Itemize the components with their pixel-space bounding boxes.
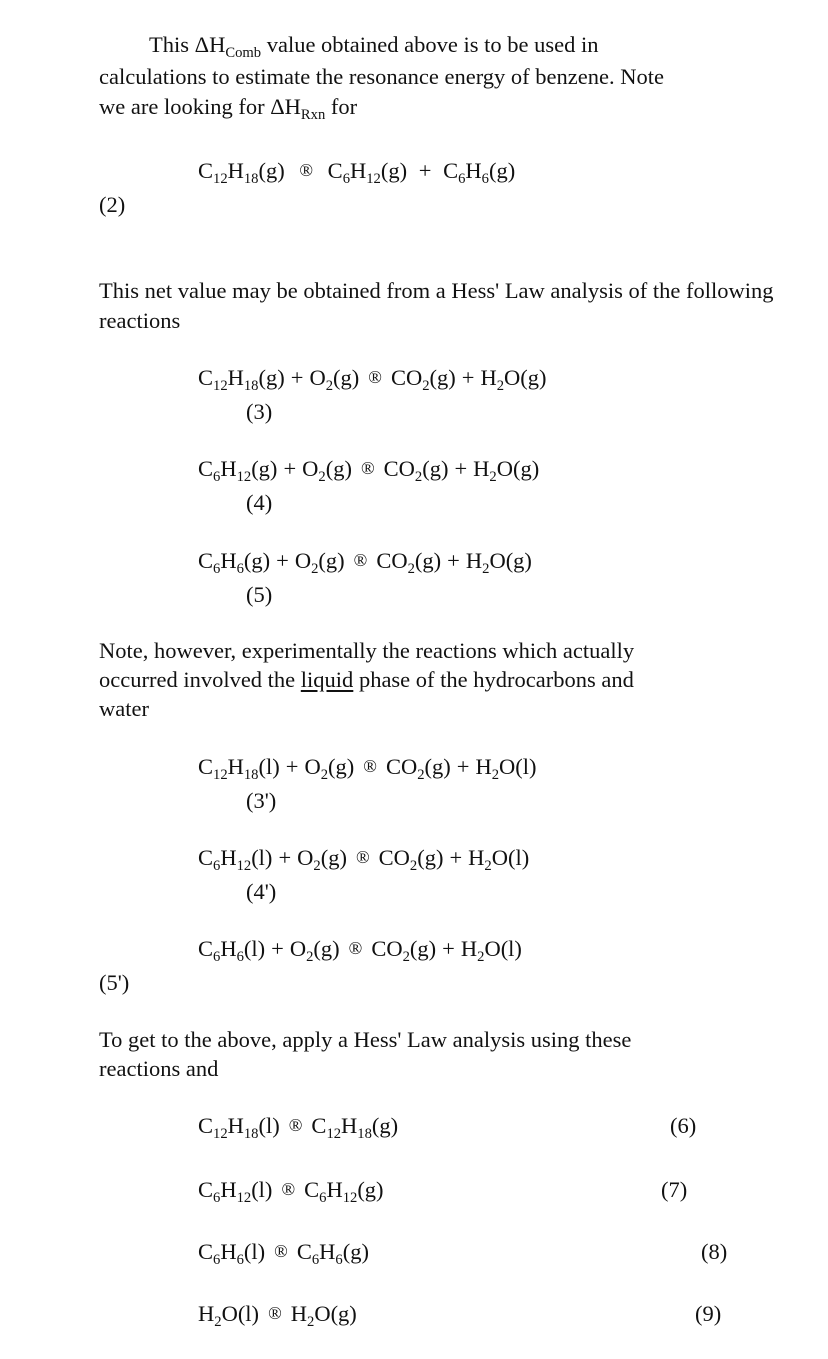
hess-line-1: To get to the above, apply a Hess' Law analysis using these [99, 1027, 632, 1052]
reaction-arrow: ® [355, 847, 370, 867]
plus-sign: + [456, 754, 470, 779]
equation-2: $C_{12}H_{18}(g)$ ® $C_6H_{12}(g) + C_6H_6(g)$ [198, 158, 516, 188]
phase-change-7: $C_6H_{12}(l)$ ® $C_6H_{12}(g)$ [198, 1177, 384, 1207]
reaction-3-prime-label: (3') [246, 788, 277, 813]
reaction-3-label: (3) [246, 399, 273, 424]
reaction-arrow: ® [299, 160, 314, 180]
reaction-arrow: ® [353, 550, 368, 570]
liquid-underlined: liquid [300, 667, 354, 692]
phase-change-6: $C_{12}H_{18}(l)$ ® $C_{12}H_{18}(g)$ [198, 1113, 399, 1143]
reaction-arrow: ® [274, 1241, 288, 1261]
paragraph-hess-law: This net value may be obtained from a Hess' Law analysis of the following reactions [99, 278, 774, 333]
phase-change-9: $H_2O(l)$ ® $H_2O(g)$ [198, 1301, 357, 1331]
phase-change-8: $C_6H_6(l)$ ® $C_6H_6(g)$ [198, 1239, 369, 1269]
phase-change-9-label: (9) [695, 1301, 722, 1326]
reaction-arrow: ® [368, 367, 382, 387]
reaction-arrow: ® [363, 756, 377, 776]
note-line-1: Note, however, experimentally the reactions which actually [99, 638, 635, 663]
intro-line-2: calculations to estimate the resonance energy of benzene. Note [99, 64, 664, 89]
reaction-4-prime-label: (4') [246, 879, 277, 904]
intro-line-3: we are looking for $\Delta H_{Rxn}$ for [99, 94, 358, 124]
reaction-3: $C_{12}H_{18}(g) + O_2(g)$ ® $CO_2(g) + H_2O(g)$ [198, 365, 547, 395]
reaction-arrow: ® [268, 1303, 282, 1323]
note-line-2: occurred involved the liquid phase of the hydrocarbons and [99, 667, 634, 692]
hess-line-2: reactions and [99, 1056, 219, 1081]
plus-sign: + [271, 936, 284, 961]
phase-change-8-label: (8) [701, 1239, 728, 1264]
plus-sign: + [461, 365, 475, 390]
plus-sign: + [285, 754, 299, 779]
plus-sign: + [283, 456, 297, 481]
reaction-5-prime: $C_6H_6(l) + O_2(g)$ ® $CO_2(g) + H_2O(l)$ [198, 936, 522, 966]
plus-sign: + [276, 548, 289, 573]
plus-sign: + [447, 548, 460, 573]
reaction-4: $C_6H_{12}(g) + O_2(g)$ ® $CO_2(g) + H_2O(g)$ [198, 456, 540, 486]
reaction-3-prime: $C_{12}H_{18}(l) + O_2(g)$ ® $CO_2(g) + H_2O(l)$ [198, 754, 537, 784]
reaction-5-prime-label: (5') [99, 970, 130, 995]
note-line-3: water [99, 696, 149, 721]
plus-sign: + [449, 845, 463, 870]
reaction-5-label: (5) [246, 582, 273, 607]
plus-sign: + [442, 936, 455, 961]
reaction-4-prime: $C_6H_{12}(l) + O_2(g)$ ® $CO_2(g) + H_2O(l)$ [198, 845, 530, 875]
reaction-arrow: ® [281, 1179, 296, 1199]
equation-2-label: (2) [99, 192, 126, 217]
reaction-arrow: ® [360, 458, 375, 478]
intro-line-1: This $\Delta H_{Comb}$ value obtained above is to be used in [149, 32, 599, 62]
phase-change-7-label: (7) [661, 1177, 688, 1202]
reaction-5: $C_6H_6(g) + O_2(g)$ ® $CO_2(g) + H_2O(g)$ [198, 548, 532, 578]
plus-sign: + [278, 845, 292, 870]
plus-sign: + [454, 456, 468, 481]
reaction-4-label: (4) [246, 490, 273, 515]
phase-change-6-label: (6) [670, 1113, 697, 1138]
reaction-arrow: ® [288, 1115, 303, 1135]
plus-sign: + [290, 365, 304, 390]
reaction-arrow: ® [348, 938, 363, 958]
